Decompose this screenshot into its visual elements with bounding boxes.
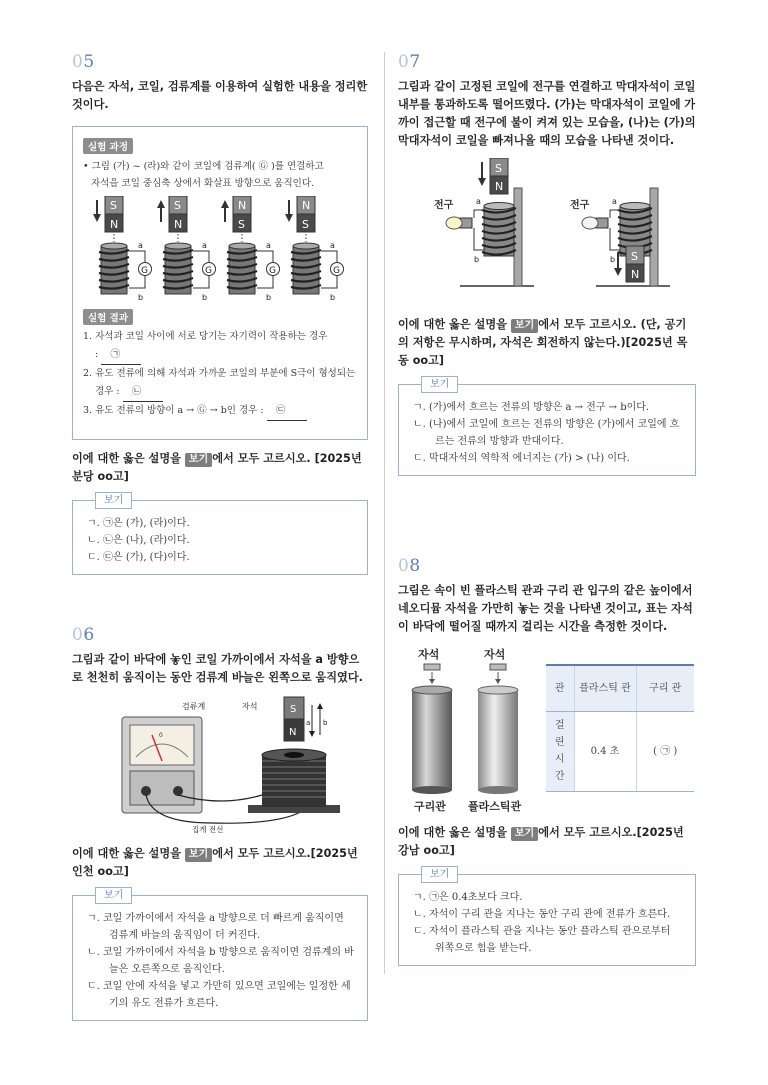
- setup-ga: [434, 158, 534, 286]
- bogi-tag: 보기: [185, 848, 212, 862]
- plastic-tube-label: 플라스틱관: [468, 800, 522, 813]
- arrow-up-icon: [221, 200, 229, 208]
- svg-text:b: b: [323, 719, 328, 727]
- right-column: [398, 52, 696, 966]
- choice-item: ㄴ. (나)에서 코일에 흐르는 전류의 방향은 (가)에서 코일에 흐르는 전류의 방향과 반대이다.: [413, 419, 680, 447]
- bogi-tag: 보기: [511, 319, 538, 333]
- magnet-label: 자석: [242, 702, 258, 711]
- arrow-up-icon: [157, 200, 165, 208]
- question-stem: 그림과 같이 고정된 코일에 전구를 연결하고 막대자석이 코일 내부를 통과하도록 떨어뜨렸다. (가)는 막대자석이 코일에 가까이 접근할 때 전구에 불이 켜져 있는 모습을, (나)는 (가)의 막대자석이 코일을 빠져나올 때의 모습을 나타낸 것이다.: [398, 80, 696, 147]
- svg-text:a: a: [306, 719, 311, 727]
- question-06: [72, 625, 368, 1021]
- choice-box: [72, 890, 368, 1021]
- question-number: 08: [398, 556, 421, 576]
- svg-text:b: b: [474, 255, 480, 264]
- svg-text:b: b: [610, 255, 616, 264]
- bogi-tag: 보기: [185, 453, 212, 467]
- table-header-tube: 관: [546, 665, 574, 711]
- galv-scale-zero: 0: [159, 732, 163, 739]
- falling-magnet-figure: [398, 158, 696, 308]
- choice-item: ㄴ. 자석이 구리 관을 지나는 동안 구리 관에 전류가 흐른다.: [413, 909, 671, 920]
- experiment-box: [72, 126, 368, 440]
- magnet-label-right: 자석: [484, 648, 506, 661]
- magnet-bottom-pole: S: [238, 218, 245, 231]
- magnet-label-left: 자석: [418, 648, 440, 661]
- tube-figure-area: [398, 644, 696, 814]
- process-tag: 실험 과정: [83, 138, 133, 154]
- magnet-top-pole: N: [302, 199, 311, 212]
- choice-label: 보기: [421, 376, 458, 393]
- magnet-top-pole: N: [238, 199, 247, 212]
- result-item-1: 1. 자석과 코일 사이에 서로 당기는 자기력이 작용하는 경우 : ㉠: [83, 328, 357, 365]
- magnet-s: S: [631, 250, 638, 263]
- question-stem: 그림은 속이 빈 플라스틱 관과 구리 관 입구의 같은 높이에서 네오디뮴 자석을 가만히 놓는 것을 나타낸 것이고, 표는 자석이 바닥에 떨어질 때까지 걸리는 시간을 측정한 것이다.: [398, 584, 693, 633]
- svg-text:a: a: [612, 197, 617, 206]
- process-text: 자석을 코일 중심축 상에서 화살표 방향으로 움직인다.: [91, 178, 315, 189]
- copper-tube-label: 구리관: [414, 800, 446, 813]
- question-ask: 이에 대한 옳은 설명을 보기 에서 모두 고르시오.[2025년 인천 oo고]: [72, 847, 358, 878]
- choice-label: 보기: [421, 866, 458, 883]
- svg-text:G: G: [333, 266, 340, 276]
- choice-box: [72, 495, 368, 575]
- coil-label-b: b: [202, 293, 208, 302]
- bulb-icon: [582, 217, 598, 229]
- choice-item: ㄷ. 막대자석의 역학적 에너지는 (가) > (나) 이다.: [413, 453, 630, 464]
- magnet-top-pole: S: [110, 199, 117, 212]
- choice-item: ㄱ. 코일 가까이에서 자석을 a 방향으로 더 빠르게 움직이면 검류계 바늘의 움직임이 더 커진다.: [87, 913, 344, 941]
- svg-text:G: G: [205, 266, 212, 276]
- choice-item: ㄴ. ㉡은 (나), (라)이다.: [87, 535, 190, 546]
- magnet-bottom-pole: N: [174, 218, 183, 231]
- blank: ㉡: [123, 383, 163, 402]
- choice-label: 보기: [95, 492, 132, 509]
- choice-item: ㄷ. ㉢은 (가), (다)이다.: [87, 552, 190, 563]
- wire-label: 집게 전선: [192, 825, 224, 834]
- arrow-down-icon: [478, 178, 486, 186]
- choice-item: ㄱ. ㉠은 (가), (라)이다.: [87, 518, 190, 529]
- bogi-tag: 보기: [511, 827, 538, 841]
- magnet-bottom-pole: S: [302, 218, 309, 231]
- question-05: [72, 52, 368, 575]
- question-stem: 다음은 자석, 코일, 검류계를 이용하여 실험한 내용을 정리한 것이다.: [72, 80, 368, 111]
- choice-item: ㄱ. (가)에서 흐르는 전류의 방향은 a → 전구 → b이다.: [413, 402, 650, 413]
- question-08: [398, 556, 696, 966]
- question-ask: 이에 대한 옳은 설명을 보기 에서 모두 고르시오. (단, 공기의 저항은 무시하며, 자석은 회전하지 않는다.)[2025년 목동 oo고]: [398, 318, 688, 367]
- arrow-down-icon: [614, 268, 622, 276]
- coil-label-b: b: [330, 293, 336, 302]
- time-table: [546, 664, 694, 792]
- bulb-label: 전구: [570, 200, 590, 211]
- table-row-label: 걸린 시간: [546, 711, 574, 791]
- coil-label-a: a: [330, 241, 335, 250]
- coil-label-b: b: [138, 293, 144, 302]
- result-tag: 실험 결과: [83, 309, 133, 325]
- question-number: 06: [72, 625, 95, 645]
- choice-label: 보기: [95, 887, 132, 904]
- result-item-2: 2. 유도 전류에 의해 자석과 가까운 코일의 부분에 S극이 형성되는 경우 : ㉡: [83, 365, 357, 402]
- arrow-down-icon: [93, 214, 101, 222]
- tube-figure: [398, 644, 538, 814]
- setup-3: [221, 196, 280, 302]
- question-number: 05: [72, 52, 95, 72]
- coil-label-a: a: [202, 241, 207, 250]
- left-column: [72, 52, 368, 1021]
- setup-2: [157, 196, 216, 302]
- magnet-s: S: [290, 704, 297, 715]
- table-cell-plastic: 0.4 초: [574, 711, 636, 791]
- setup-4: [285, 196, 344, 302]
- blank: ㉠: [101, 346, 141, 365]
- column-divider: [384, 52, 385, 974]
- magnet-bottom-pole: N: [110, 218, 119, 231]
- svg-text:G: G: [141, 266, 148, 276]
- setup-na: [570, 188, 670, 286]
- svg-text:a: a: [476, 197, 481, 206]
- bulb-label: 전구: [434, 200, 454, 211]
- question-07: [398, 52, 696, 476]
- galvanometer-label: 검류계: [182, 702, 206, 711]
- coil-label-b: b: [266, 293, 272, 302]
- galvanometer-coil-figure: [72, 695, 368, 835]
- table-header-plastic: 플라스틱 관: [574, 665, 636, 711]
- blank: ㉢: [267, 402, 307, 421]
- choice-box: [398, 379, 696, 476]
- magnet-n: N: [289, 727, 297, 738]
- process-text: • 그림 (가) ~ (라)와 같이 코일에 검류계( Ⓖ )를 연결하고: [83, 161, 324, 172]
- magnet-top-pole: S: [174, 199, 181, 212]
- choice-item: ㄷ. 자석이 플라스틱 관을 지나는 동안 플라스틱 관으로부터 위쪽으로 힘을 받는다.: [413, 926, 671, 954]
- choice-item: ㄱ. ㉠은 0.4초보다 크다.: [413, 892, 523, 903]
- choice-item: ㄷ. 코일 안에 자석을 넣고 가만히 있으면 코일에는 일정한 세기의 유도 전류가 흐른다.: [87, 981, 351, 1009]
- magnet-n: N: [495, 180, 504, 193]
- magnet-s: S: [495, 162, 502, 175]
- choice-box: [398, 869, 696, 966]
- result-item-3: 3. 유도 전류의 방향이 a → Ⓖ → b인 경우 : ㉢: [83, 402, 357, 421]
- magnet-coil-figure: [83, 196, 357, 306]
- svg-text:G: G: [269, 266, 276, 276]
- question-stem: 그림과 같이 바닥에 놓인 코일 가까이에서 자석을 a 방향으로 천천히 움직이는 동안 검류계 바늘은 왼쪽으로 움직였다.: [72, 653, 363, 684]
- table-cell-copper: ( ㉠ ): [636, 711, 694, 791]
- setup-1: [93, 196, 152, 302]
- bulb-icon: [446, 217, 462, 229]
- magnet-n: N: [631, 268, 640, 281]
- question-ask: 이에 대한 옳은 설명을 보기 에서 모두 고르시오. [2025년 분당 oo고]: [72, 452, 362, 483]
- question-number: 07: [398, 52, 421, 72]
- question-ask: 이에 대한 옳은 설명을 보기 에서 모두 고르시오.[2025년 강남 oo고]: [398, 826, 684, 857]
- coil-label-a: a: [266, 241, 271, 250]
- table-header-copper: 구리 관: [636, 665, 694, 711]
- coil-label-a: a: [138, 241, 143, 250]
- arrow-down-icon: [285, 214, 293, 222]
- choice-item: ㄴ. 코일 가까이에서 자석을 b 방향으로 움직이면 검류계의 바늘은 오른쪽으로 움직인다.: [87, 947, 354, 975]
